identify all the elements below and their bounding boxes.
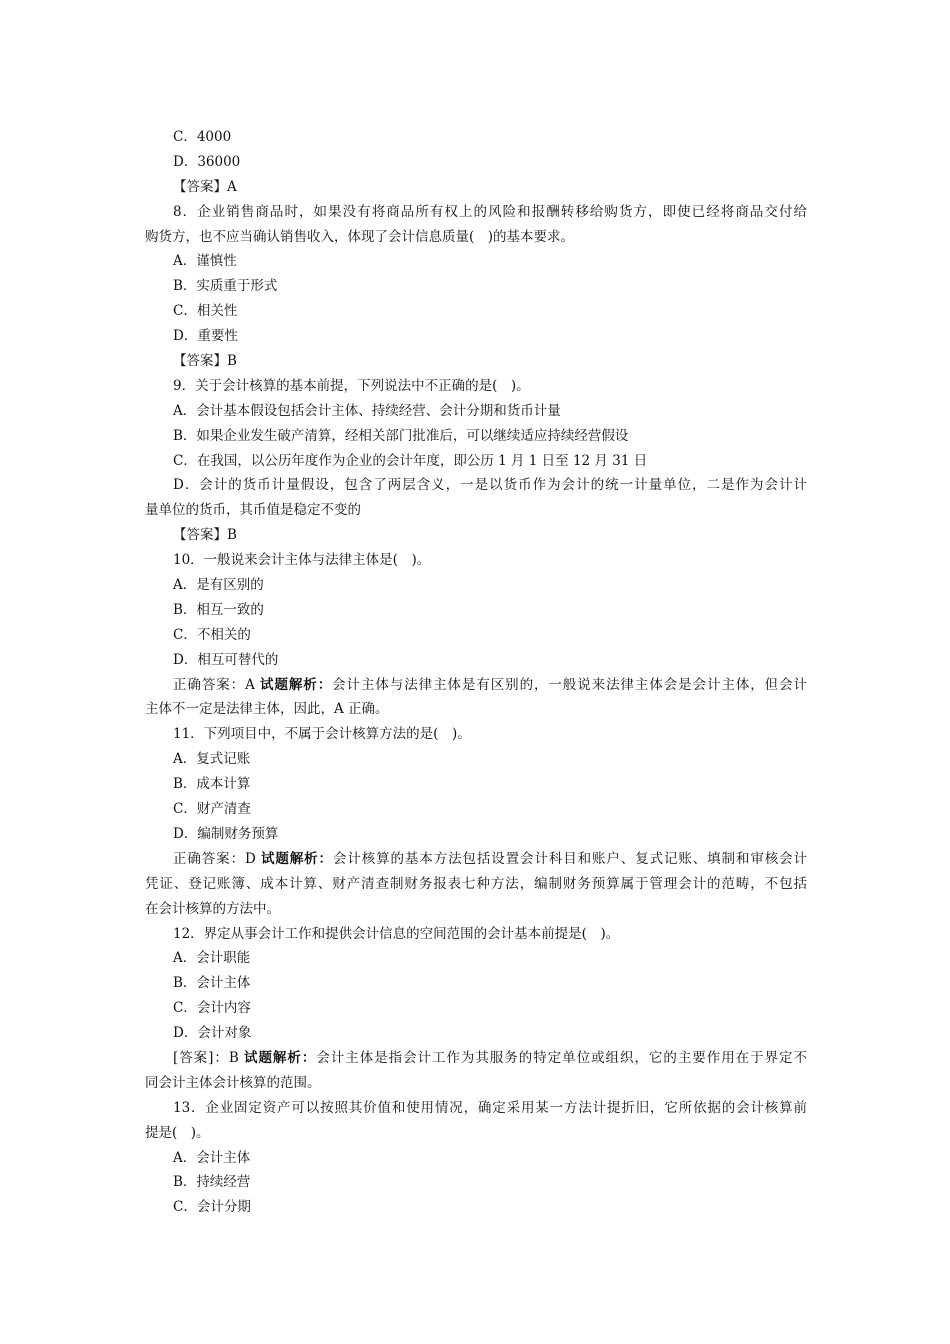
q13-option-a: A．会计主体: [173, 1149, 251, 1166]
q10-option-a: A．是有区别的: [173, 577, 264, 594]
q11-option-b: B．成本计算: [173, 776, 251, 793]
q11-option-c: C．财产清查: [173, 801, 251, 818]
q10-analysis-line-1: [145, 673, 807, 698]
q9-option-d-line-1: D．会计的货币计量假设，包含了两层含义，一是以货币作为会计的统一计量单位，二是作为会计计: [173, 477, 807, 494]
q8-option-b: B．实质重于形式: [173, 278, 278, 295]
q11-analysis-text: 会计核算的基本方法包括设置会计科目和账户、复式记账、填制和审核会计: [332, 850, 807, 867]
q12-analysis-label: 试题解析：: [244, 1049, 317, 1066]
q12-analysis-text: 会计主体是指会计工作为其服务的特定单位或组织，它的主要作用在于界定不: [316, 1049, 807, 1066]
q13-option-c: C．会计分期: [173, 1199, 251, 1216]
q13-option-b: B．持续经营: [173, 1174, 251, 1191]
q10-answer: 正确答案：A: [173, 676, 261, 693]
q12-option-a: A．会计职能: [173, 950, 251, 967]
document-body: [145, 125, 807, 1220]
q9-option-c: C．在我国，以公历年度作为企业的会计年度，即公历 1 月 1 日至 12 月 31 日: [173, 452, 648, 469]
q9-option-b: B．如果企业发生破产清算，经相关部门批准后，可以继续适应持续经营假设: [173, 427, 629, 444]
q8-answer: 【答案】B: [173, 353, 237, 370]
q13-stem-line-1: 13．企业固定资产可以按照其价值和使用情况，确定采用某一方法计提折旧，它所依据的会计核算前: [173, 1099, 807, 1116]
q13-stem-line-2: 提是( )。: [145, 1124, 210, 1141]
q9-stem: 9．关于会计核算的基本前提，下列说法中不正确的是( )。: [173, 377, 530, 394]
q8-option-c: C．相关性: [173, 303, 238, 320]
q10-analysis-text: 会计主体与法律主体是有区别的，一般说来法律主体会是会计主体，但会计: [332, 676, 807, 693]
q8-stem-line-1: 8．企业销售商品时，如果没有将商品所有权上的风险和报酬转移给购货方，即使已经将商品交付给: [173, 203, 807, 220]
q9-option-d-line-2: 量单位的货币，其币值是稳定不变的: [145, 502, 361, 519]
q11-stem: 11．下列项目中，不属于会计核算方法的是( )。: [173, 726, 471, 743]
q10-analysis-label: 试题解析：: [260, 676, 333, 693]
q7-answer: 【答案】A: [173, 178, 237, 195]
q9-answer: 【答案】B: [173, 527, 237, 544]
q11-analysis-line-2: 凭证、登记账簿、成本计算、财产清查制财务报表七种方法，编制财务预算属于管理会计的范畴，不包括: [145, 875, 807, 892]
q9-option-a: A．会计基本假设包括会计主体、持续经营、会计分期和货币计量: [173, 402, 561, 419]
q12-option-b: B．会计主体: [173, 975, 251, 992]
q10-analysis-line-2: 主体不一定是法律主体，因此，A 正确。: [145, 701, 389, 718]
q12-analysis-line-2: 同会计主体会计核算的范围。: [145, 1074, 321, 1091]
q8-option-d: D．重要性: [173, 328, 238, 345]
q10-option-c: C．不相关的: [173, 626, 251, 643]
q7-option-d: D．36000: [173, 153, 241, 170]
q10-option-d: D．相互可替代的: [173, 651, 279, 668]
q11-option-d: D．编制财务预算: [173, 825, 279, 842]
q8-option-a: A．谨慎性: [173, 253, 237, 270]
q12-stem: 12．界定从事会计工作和提供会计信息的空间范围的会计基本前提是( )。: [173, 925, 620, 942]
q11-answer: 正确答案：D: [173, 850, 261, 867]
q11-analysis-line-3: 在会计核算的方法中。: [145, 900, 280, 917]
q12-option-d: D．会计对象: [173, 1025, 252, 1042]
q11-analysis-line-1: [145, 847, 807, 872]
q12-option-c: C．会计内容: [173, 1000, 251, 1017]
q10-option-b: B．相互一致的: [173, 601, 264, 618]
q11-option-a: A．复式记账: [173, 751, 251, 768]
q7-option-c: C．4000: [173, 129, 232, 145]
q10-stem: 10．一般说来会计主体与法律主体是( )。: [173, 552, 431, 569]
q11-analysis-label: 试题解析：: [260, 850, 333, 867]
q8-stem-line-2: 购货方，也不应当确认销售收入，体现了会计信息质量( )的基本要求。: [145, 228, 575, 245]
q12-analysis-line-1: [145, 1046, 807, 1071]
q12-answer: [答案]：B: [173, 1049, 245, 1066]
